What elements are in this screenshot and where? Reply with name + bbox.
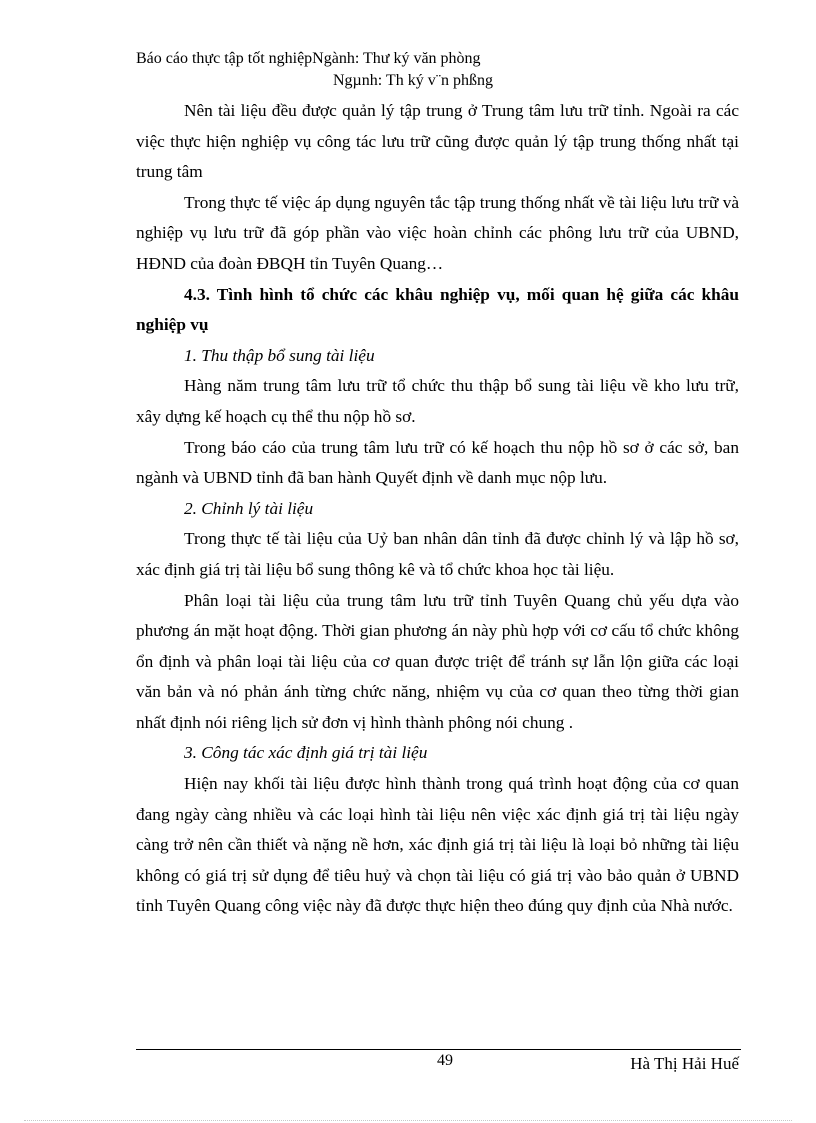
- paragraph: Nên tài liệu đều được quản lý tập trung ở Trung tâm lưu trữ tỉnh. Ngoài ra các việc thực hiện nghiệp vụ công tác lưu trữ cũng được quản lý tập trung thống nhất tại trung tâm: [136, 101, 739, 182]
- header-line-1: Báo cáo thực tập tốt nghiệpNgành: Thư ký văn phòng: [136, 50, 481, 67]
- header-line-2: Ngµnh: Th ký v¨n phßng: [333, 72, 494, 89]
- paragraph: Trong thực tế tài liệu của Uỷ ban nhân dân tỉnh đã được chỉnh lý và lập hồ sơ, xác định giá trị tài liệu bổ sung thông kê và tổ chức khoa học tài liệu.: [136, 529, 739, 579]
- footer-author: Hà Thị Hải Huế: [630, 1054, 739, 1073]
- page-number: 49: [437, 1052, 453, 1069]
- section-heading: 4.3. Tình hình tổ chức các khâu nghiệp vụ, mối quan hệ giữa các khâu nghiệp vụ: [136, 284, 739, 335]
- paragraph: Trong thực tế việc áp dụng nguyên tắc tập trung thống nhất về tài liệu lưu trữ và nghiệp vụ lưu trữ đã góp phần vào việc hoàn chỉnh các phông lưu trữ của UBND, HĐND của đoàn ĐBQH tỉn Tuyên Quang…: [136, 192, 739, 273]
- paragraph: Hàng năm trung tâm lưu trữ tổ chức thu thập bổ sung tài liệu về kho lưu trữ, xây dựng kế hoạch cụ thể thu nộp hồ sơ.: [136, 376, 739, 426]
- page-bottom-divider: [24, 1120, 792, 1121]
- subsection-title: 2. Chỉnh lý tài liệu: [184, 498, 314, 518]
- paragraph: Phân loại tài liệu của trung tâm lưu trữ tỉnh Tuyên Quang chủ yếu dựa vào phương án mặt hoạt động. Thời gian phương án này phù hợp với cơ cấu tổ chức không ổn định và phân loại tài liệu của cơ quan được triệt để tránh sự lẫn lộn giữa các loại văn bản và nó phản ánh từng chức năng, nhiệm vụ của cơ quan theo từng thời gian nhất định nói riêng lịch sử đơn vị hình thành phông nói chung .: [136, 590, 739, 732]
- subsection-title: 1. Thu thập bổ sung tài liệu: [184, 345, 375, 365]
- document-body: [136, 96, 739, 922]
- subsection-title: 3. Công tác xác định giá trị tài liệu: [184, 743, 428, 763]
- footer-rule: [136, 1049, 741, 1050]
- paragraph: Hiện nay khối tài liệu được hình thành trong quá trình hoạt động của cơ quan đang ngày càng nhiều và các loại hình tài liệu nên việc xác định giá trị tài liệu ngày càng trở nên cần thiết và nặng nề hơn, xác định giá trị tài liệu là loại bỏ những tài liệu không có giá trị sử dụng để tiêu huỷ và chọn tài liệu có giá trị vào bảo quản ở UBND tỉnh Tuyên Quang công việc này đã được thực hiện theo đúng quy định của Nhà nước.: [136, 774, 739, 916]
- paragraph: Trong báo cáo của trung tâm lưu trữ có kế hoạch thu nộp hồ sơ ở các sở, ban ngành và UBND tỉnh đã ban hành Quyết định về danh mục nộp lưu.: [136, 437, 739, 488]
